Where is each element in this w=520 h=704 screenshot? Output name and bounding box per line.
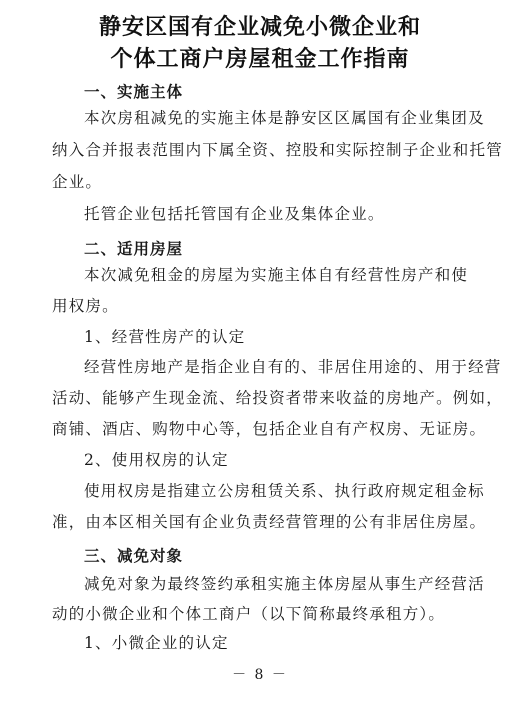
paragraph-line: 用权房。 <box>52 297 119 315</box>
section-heading-implementing-entity: 一、实施主体 <box>84 83 184 101</box>
paragraph-line: 托管企业包括托管国有企业及集体企业。 <box>84 205 385 223</box>
paragraph-line: 本次房租减免的实施主体是静安区区属国有企业集团及 <box>84 109 485 127</box>
section-heading-relief-targets: 三、减免对象 <box>84 547 184 565</box>
paragraph-line: 使用权房是指建立公房租赁关系、执行政府规定租金标 <box>84 482 485 500</box>
paragraph-line: 活动、能够产生现金流、给投资者带来收益的房地产。例如， <box>52 389 503 407</box>
subsection-heading-operating-property: 1、经营性房产的认定 <box>84 328 246 346</box>
subsection-heading-small-micro-enterprise: 1、小微企业的认定 <box>84 634 229 652</box>
paragraph-line: 经营性房地产是指企业自有的、非居住用途的、用于经营 <box>84 358 502 376</box>
paragraph-line: 准，由本区相关国有企业负责经营管理的公有非居住房屋。 <box>52 513 487 531</box>
section-heading-applicable-housing: 二、适用房屋 <box>84 240 184 258</box>
paragraph-line: 减免对象为最终签约承租实施主体房屋从事生产经营活 <box>84 575 485 593</box>
paragraph-line: 企业。 <box>52 173 103 191</box>
paragraph-line: 商铺、酒店、购物中心等，包括企业自有产权房、无证房。 <box>52 420 487 438</box>
subsection-heading-use-right-property: 2、使用权房的认定 <box>84 451 229 469</box>
document-title-line-2: 个体工商户房屋租金工作指南 <box>110 47 410 72</box>
paragraph-line: 本次减免租金的房屋为实施主体自有经营性房产和使 <box>84 266 469 284</box>
page-number: － 8 － <box>232 667 288 683</box>
paragraph-line: 动的小微企业和个体工商户（以下简称最终承租方）。 <box>52 605 446 623</box>
paragraph-line: 纳入合并报表范围内下属全资、控股和实际控制子企业和托管 <box>52 141 503 159</box>
document-title-line-1: 静安区国有企业减免小微企业和 <box>98 15 421 40</box>
